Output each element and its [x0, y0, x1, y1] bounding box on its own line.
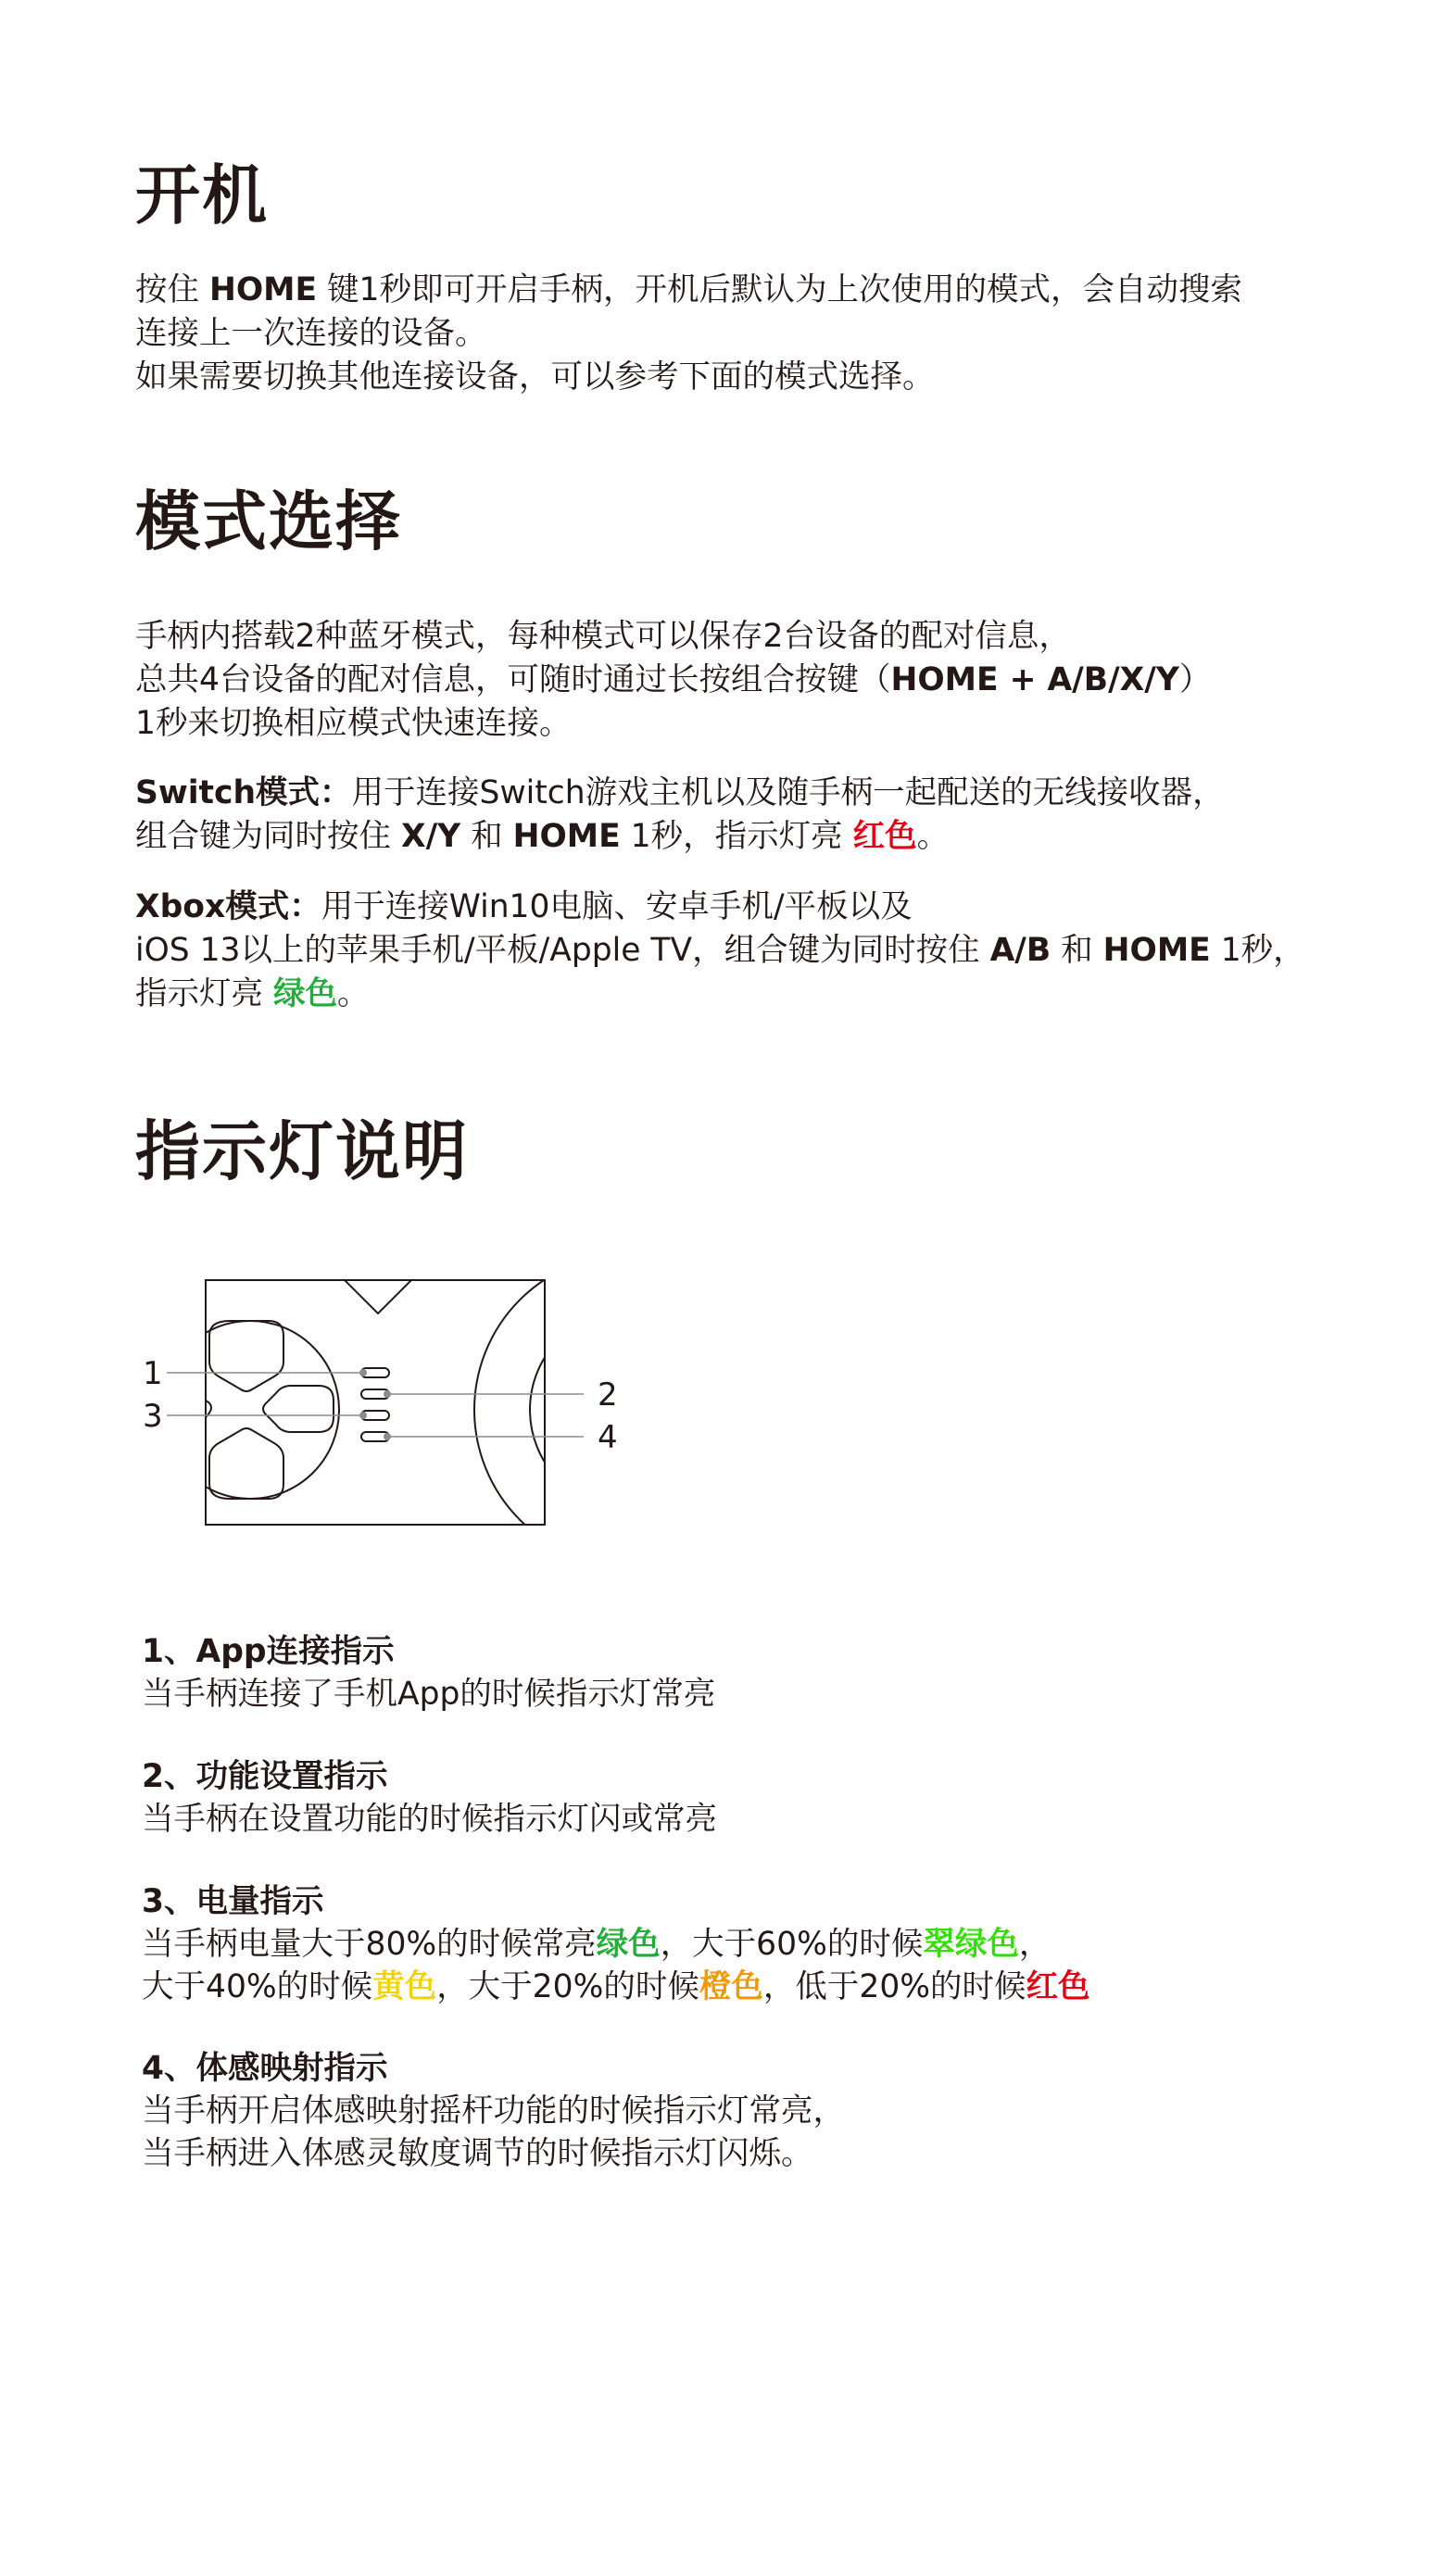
- combo-keys-label: HOME + A/B/X/Y: [890, 661, 1179, 698]
- indicator-item-title: 2、功能设置指示: [142, 1758, 388, 1795]
- indicator-item-desc: 大于40%的时候黄色，大于20%的时候橙色，低于20%的时候红色: [142, 1968, 1090, 2005]
- indicator-item-desc: 当手柄连接了手机App的时候指示灯常亮: [142, 1676, 716, 1713]
- orange-color-text: 橙色: [699, 1968, 763, 2005]
- xbox-mode-line-2: iOS 13以上的苹果手机/平板/Apple TV，组合键为同时按住 A/B 和 HOME 1秒，: [135, 932, 1305, 969]
- indicator-item-desc: 当手柄进入体感灵敏度调节的时候指示灯闪烁。: [142, 2135, 813, 2172]
- controller-indicator-diagram: [130, 1269, 630, 1538]
- indicator-item-desc: 当手柄在设置功能的时候指示灯闪或常亮: [142, 1801, 717, 1838]
- red-color-text: 红色: [1026, 1968, 1090, 2005]
- green-color-text: 绿色: [272, 975, 337, 1012]
- mode-intro-line-3: 1秒来切换相应模式快速连接。: [135, 705, 572, 742]
- home-key-label: HOME: [208, 271, 318, 308]
- xbox-mode-line-3: 指示灯亮 绿色。: [135, 975, 370, 1012]
- green-color-text: 绿色: [596, 1926, 661, 1963]
- switch-mode-line-1: Switch模式：用于连接Switch游戏主机以及随手柄一起配送的无线接收器，: [135, 774, 1225, 811]
- indicator-title: 指示灯说明: [135, 1113, 469, 1189]
- dpad-right: [263, 1386, 334, 1432]
- leader-dot-2: [384, 1390, 391, 1398]
- indicator-item-desc: 当手柄电量大于80%的时候常亮绿色，大于60%的时候翠绿色，: [142, 1926, 1051, 1963]
- indicator-item-title: 1、App连接指示: [142, 1633, 395, 1670]
- indicator-item-4: [142, 2047, 845, 2175]
- indicator-item-desc: 当手柄开启体感映射摇杆功能的时候指示灯常亮，: [142, 2092, 845, 2130]
- diagram-label-4: 4: [598, 1419, 618, 1456]
- xbox-mode-label: Xbox模式：: [135, 888, 321, 925]
- red-color-text: 红色: [852, 818, 917, 855]
- power-on-paragraph-3: 如果需要切换其他连接设备，可以参考下面的模式选择。: [135, 358, 935, 396]
- indicator-item-title: 3、电量指示: [142, 1883, 324, 1920]
- power-on-paragraph-1: 按住 HOME 键1秒即可开启手柄，开机后默认为上次使用的模式，会自动搜索: [135, 271, 1242, 308]
- mode-intro-line-2: 总共4台设备的配对信息，可随时通过长按组合按键（HOME + A/B/X/Y）: [135, 661, 1212, 698]
- yellow-color-text: 黄色: [372, 1968, 437, 2005]
- dpad-up: [209, 1321, 283, 1391]
- leader-dot-4: [384, 1433, 391, 1440]
- switch-mode-label: Switch模式：: [135, 774, 352, 811]
- indicator-item-1: [142, 1630, 715, 1715]
- diagram-label-2: 2: [598, 1376, 618, 1414]
- mode-select-title: 模式选择: [135, 484, 402, 559]
- leader-dot-3: [359, 1412, 367, 1419]
- bright-green-color-text: 翠绿色: [923, 1926, 1019, 1963]
- dpad-down: [209, 1428, 283, 1499]
- diagram-label-3: 3: [143, 1398, 163, 1435]
- diagram-label-1: 1: [143, 1355, 163, 1392]
- power-on-title: 开机: [135, 157, 269, 233]
- xbox-mode-line-1: Xbox模式：用于连接Win10电脑、安卓手机/平板以及: [135, 888, 913, 925]
- chevron-marker: [345, 1280, 411, 1313]
- power-on-paragraph-2: 连接上一次连接的设备。: [135, 315, 487, 352]
- indicator-item-3: [142, 1880, 1090, 2008]
- dpad-outline: [161, 1321, 339, 1499]
- indicator-item-title: 4、体感映射指示: [142, 2050, 388, 2087]
- diagram-frame: [206, 1280, 545, 1525]
- leader-dot-1: [359, 1369, 367, 1376]
- switch-mode-line-2: 组合键为同时按住 X/Y 和 HOME 1秒，指示灯亮 红色。: [135, 818, 950, 855]
- indicator-item-2: [142, 1755, 717, 1841]
- mode-intro-line-1: 手柄内搭载2种蓝牙模式，每种模式可以保存2台设备的配对信息，: [135, 618, 1071, 655]
